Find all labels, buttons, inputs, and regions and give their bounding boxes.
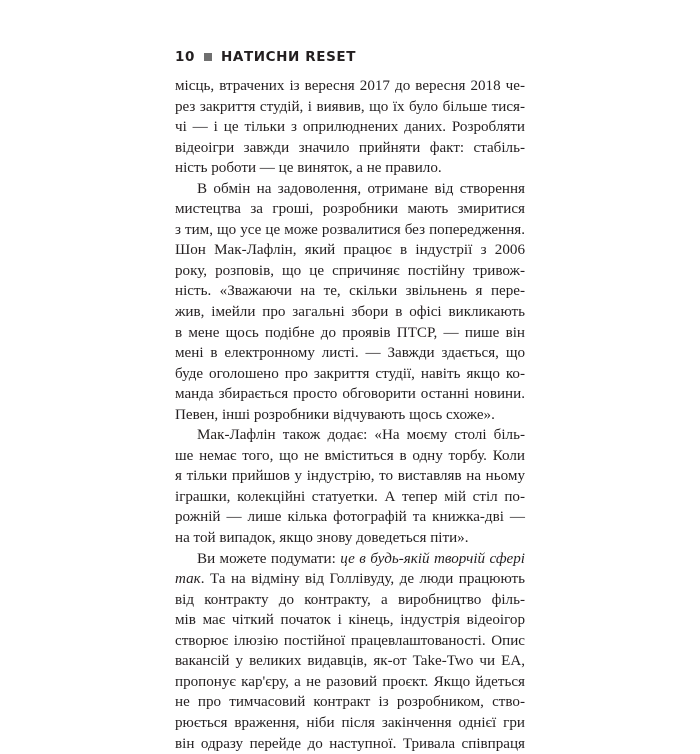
- text-line: пропонує кар'єру, а не разовий проєкт. Якщо йдеться: [175, 672, 525, 693]
- text-line: Мак-Лафлін також додає: «На моєму столі біль-: [175, 425, 525, 446]
- chapter-title: НАТИСНИ RESET: [221, 49, 356, 65]
- text-line: манда збирається просто обговорити останні новини.: [175, 384, 525, 405]
- text-line: місць, втрачених із вересня 2017 до вересня 2018 че-: [175, 76, 525, 97]
- text-line: Шон Мак-Лафлін, який працює в індустрії з 2006: [175, 240, 525, 261]
- text-line: ність. «Зважаючи на те, скільки звільнень я пере-: [175, 281, 525, 302]
- text-line: В обмін на задоволення, отримане від створення: [175, 179, 525, 200]
- text-line: я тільки прийшов у індустрію, то виставляв на ньому: [175, 466, 525, 487]
- text-line: рожній — лише кілька фотографій та книжка-дві —: [175, 507, 525, 528]
- text-line: не про тимчасовий контракт із розробником, ство-: [175, 692, 525, 713]
- italic-text-run: це в будь-якій творчій сфері: [340, 551, 525, 567]
- text-line: від контракту до контракту, а виробництво філь-: [175, 590, 525, 611]
- text-line: рез закриття студій, і виявив, що їх було більше тися-: [175, 97, 525, 118]
- text-line: мені в електронному листі. — Завжди здається, що: [175, 343, 525, 364]
- text-line: [175, 549, 525, 570]
- page-number: 10: [175, 49, 195, 65]
- text-line: відеоігри завжди значило прийняти факт: стабіль-: [175, 138, 525, 159]
- text-line: жив, імейли про загальні збори в офісі викликають: [175, 302, 525, 323]
- text-line: в мене щось подібне до проявів ПТСР, — пише він: [175, 323, 525, 344]
- text-line: він одразу перейде до наступної. Тривала співпраця: [175, 734, 525, 754]
- text-line: мистецтва за гроші, розробники мають змиритися: [175, 199, 525, 220]
- text-run: . Та на відміну від Голлівуду, де люди працюють: [201, 571, 525, 587]
- text-line: ність роботи — це виняток, а не правило.: [175, 158, 525, 179]
- text-line: вакансій у великих видавців, як-от Take-Two чи EA,: [175, 651, 525, 672]
- body-text: [175, 76, 525, 754]
- text-line: Певен, інші розробники відчувають щось схоже».: [175, 405, 525, 426]
- text-line: на той випадок, якщо знову доведеться піти».: [175, 528, 525, 549]
- text-line: рюється враження, ніби після закінчення однієї гри: [175, 713, 525, 734]
- text-line: чі — і це тільки з оприлюднених даних. Розробляти: [175, 117, 525, 138]
- text-line: створює ілюзію постійної працевлаштованості. Опис: [175, 631, 525, 652]
- text-line: [175, 569, 525, 590]
- text-line: іграшки, колекційні статуетки. А тепер мій стіл по-: [175, 487, 525, 508]
- text-line: буде оголошено про закриття студії, навіть якщо ко-: [175, 364, 525, 385]
- text-line: з тим, що усе це може розвалитися без попередження.: [175, 220, 525, 241]
- italic-text-run: так: [175, 571, 201, 587]
- running-head: [175, 46, 356, 68]
- text-line: мів має чіткий початок і кінець, індустрія відеоігор: [175, 610, 525, 631]
- square-icon: [204, 53, 212, 61]
- text-line: ше немає того, що не вміститься в одну торбу. Коли: [175, 446, 525, 467]
- text-line: року, розповів, що це спричиняє постійну тривож-: [175, 261, 525, 282]
- text-run: Ви можете подумати:: [197, 551, 340, 567]
